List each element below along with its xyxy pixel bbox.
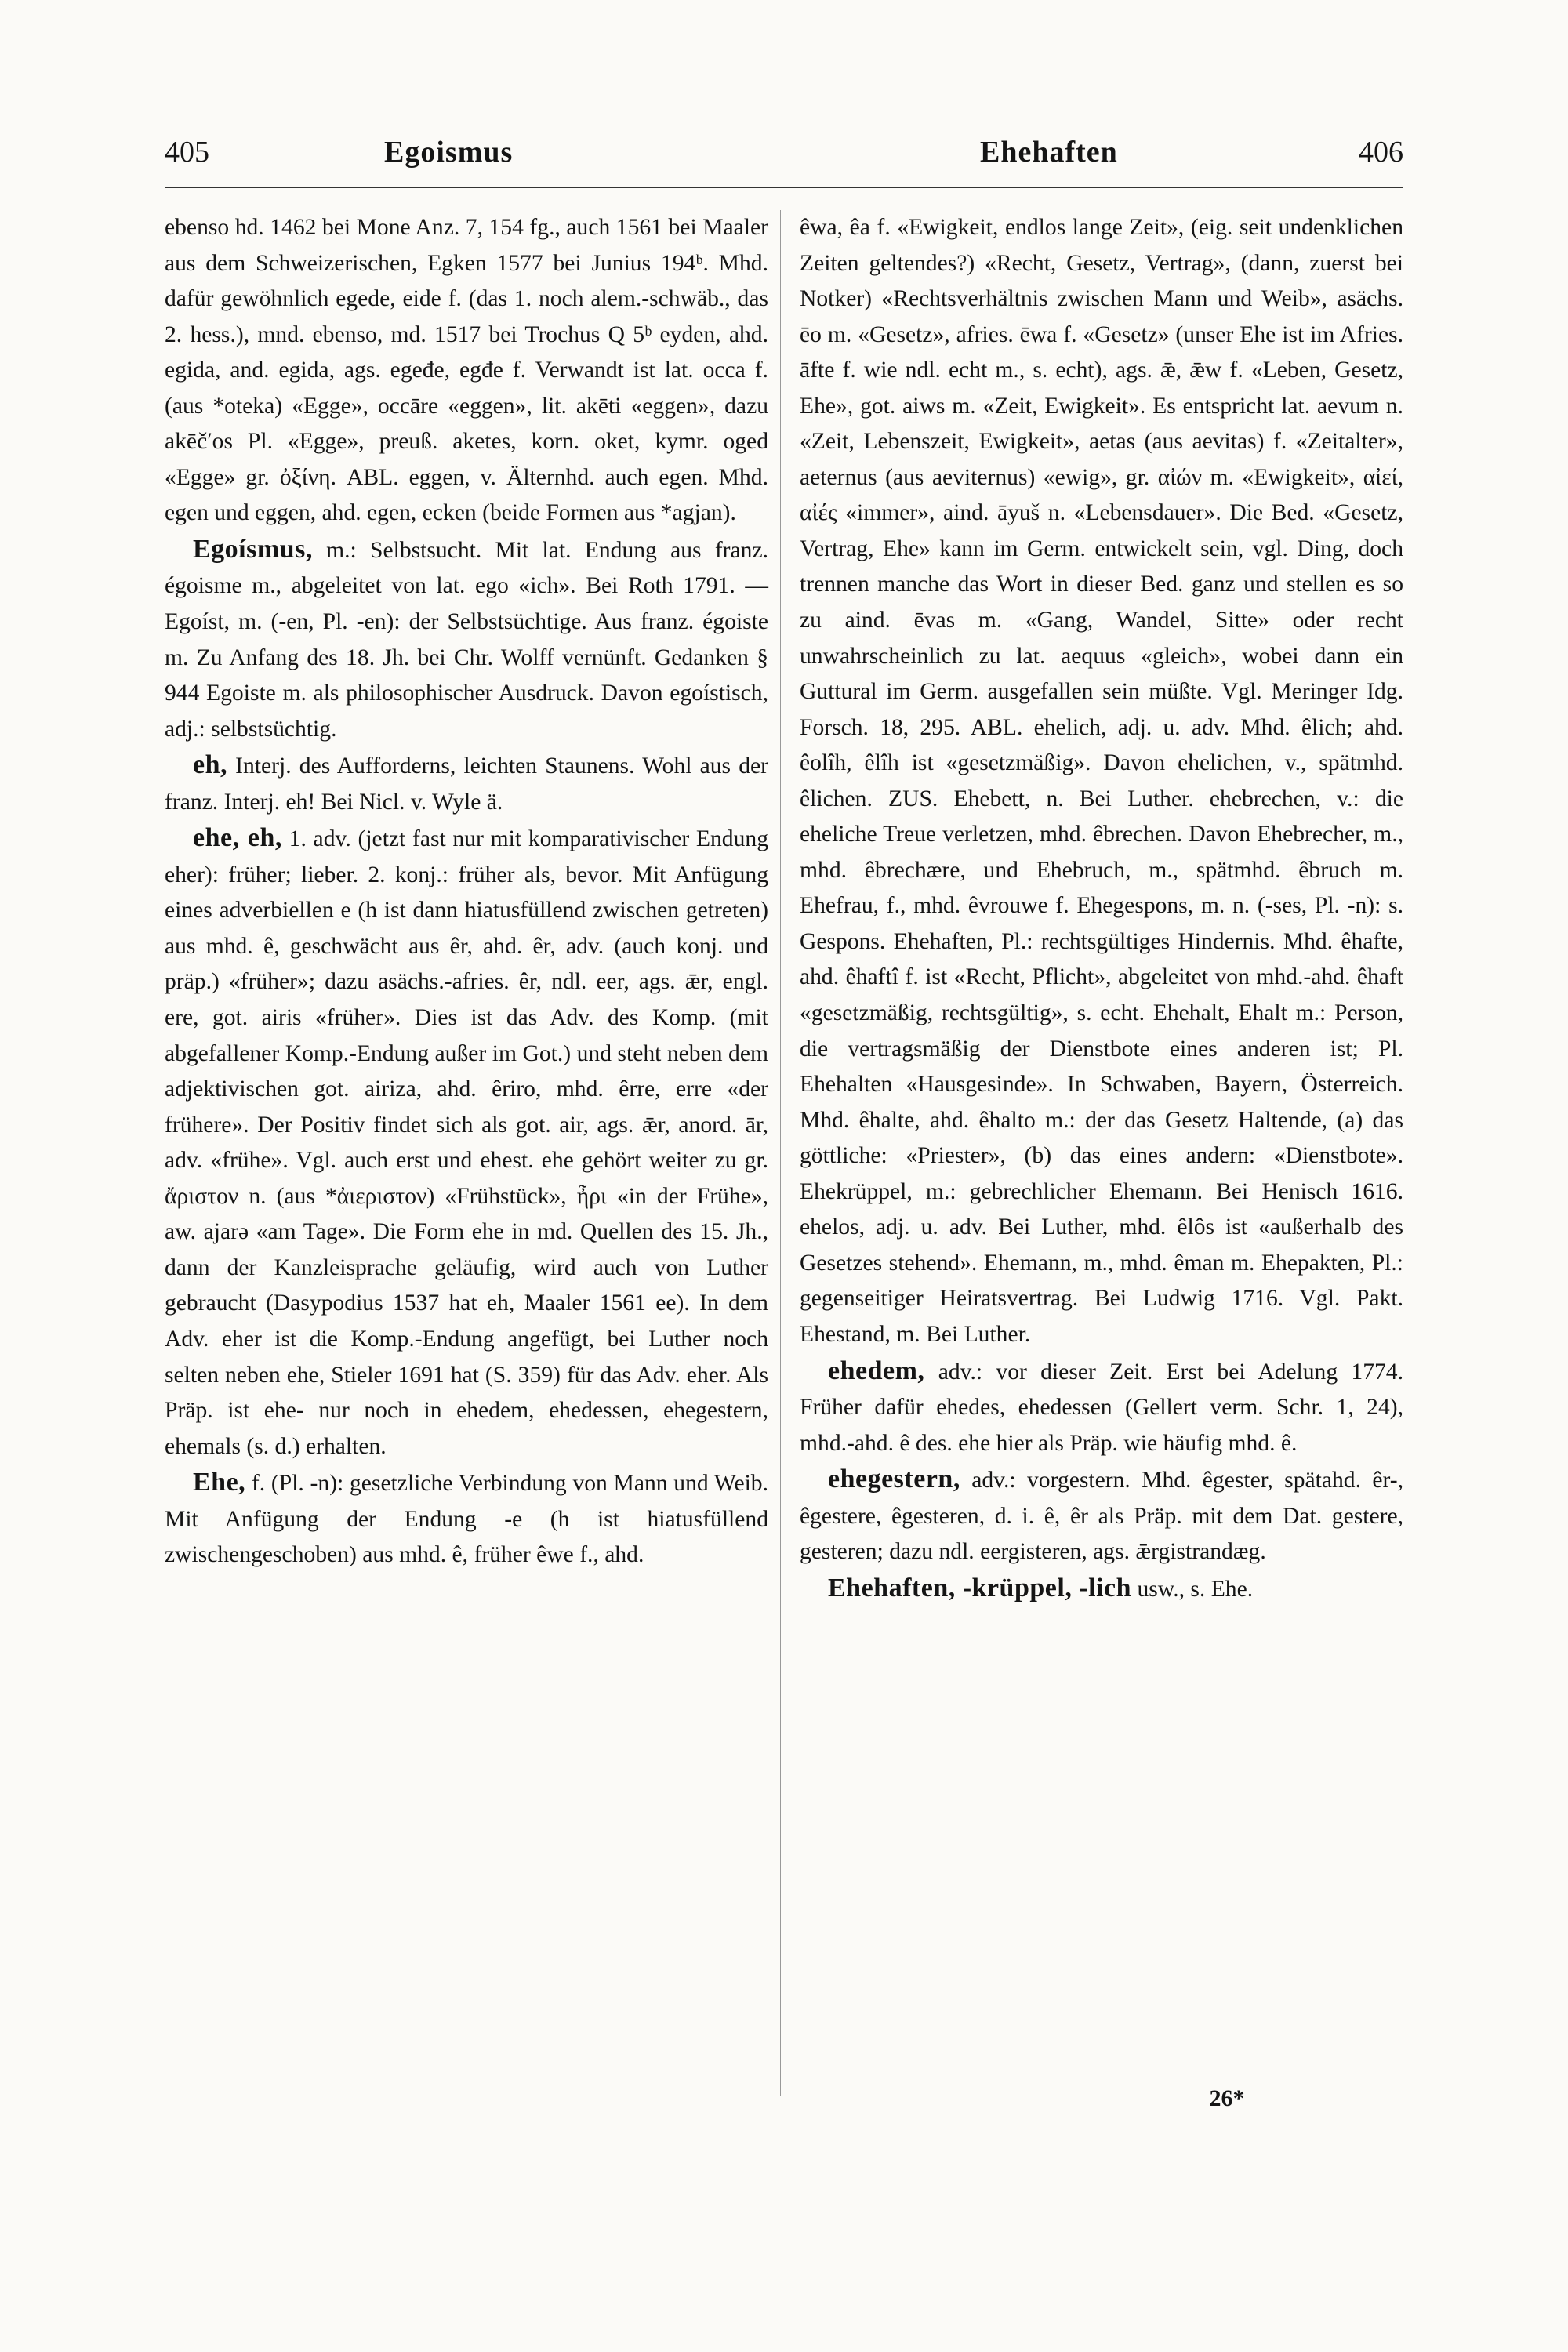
entry — [800, 1353, 1403, 1462]
entry — [800, 1570, 1403, 1608]
entry — [165, 747, 768, 820]
entry-text: f. (Pl. -n): gesetzliche Verbindung von Mann und Weib. Mit Anfügung der Endung -e (h ist hiatusfüllend zwischengeschoben) aus mhd. ê, früher êwe f., ahd. — [165, 1471, 769, 1568]
column-separator — [780, 210, 781, 2096]
entry-headword: eh, — [193, 750, 227, 780]
left-running-headword: Egoismus — [384, 136, 514, 169]
entry-text: adv.: vor dieser Zeit. Erst bei Adelung 1774. Früher dafür ehedes, ehedessen (Gellert verm. Schr. 1, 24), mhd.-ahd. ê des. ehe hier als Präp. wie häufig mhd. ê. — [800, 1359, 1404, 1456]
entry-headword: ehegestern, — [828, 1465, 960, 1494]
entry-text: adv.: vorgestern. Mhd. êgester, spätahd. êr-, êgestere, êgesteren, d. i. ê, êr als Präp. mit dem Dat. gestere, gesteren; dazu ndl. eergisteren, ags. ǣrgistrandæg. — [800, 1468, 1403, 1565]
entry-text: ebenso hd. 1462 bei Mone Anz. 7, 154 fg., auch 1561 bei Maaler aus dem Schweizerischen, Egken 1577 bei Junius 194ᵇ. Mhd. dafür gewöhnlich egede, eide f. (das 1. noch alem.-schwäb., das 2. hess.), mnd. ebenso, md. 1517 bei Trochus Q 5ᵇ eyden, ahd. egida, and. egida, ags. egeđe, egđe f. Verwandt ist lat. occa f. (aus *oteka) «Egge», occāre «eggen», lit. akēti «eggen», dazu akēčʹos Pl. «Egge», preuß. aketes, korn. oket, kymr. oged «Egge» gr. ὀξίνη. ABL. eggen, v. Älternhd. auch egen. Mhd. egen und eggen, ahd. egen, ecken (beide Formen aus *agjan). — [165, 215, 768, 526]
entry — [800, 1461, 1403, 1570]
left-column — [165, 210, 768, 1573]
entry-headword: ehedem, — [828, 1356, 925, 1385]
right-page-number: 406 — [1359, 136, 1403, 169]
entry — [165, 210, 768, 532]
entry-text: m.: Selbstsucht. Mit lat. Endung aus franz. égoisme m., abgeleitet von lat. ego «ich». Bei Roth 1791. — Egoíst, m. (-en, Pl. -en): der Selbstsüchtige. Aus franz. égoiste m. Zu Anfang des 18. Jh. bei Chr. Wolff vernünft. Gedanken § 944 Egoiste m. als philosophischer Ausdruck. Davon egoístisch, adj.: selbstsüchtig. — [165, 537, 769, 742]
signature-mark: 26* — [1209, 2085, 1245, 2111]
running-header — [165, 132, 1403, 188]
entry-text: 1. adv. (jetzt fast nur mit komparativischer Endung eher): früher; lieber. 2. konj.: früher als, bevor. Mit Anfügung eines adverbiellen e (h ist dann hiatusfüllend zwischen getreten) aus mhd. ê, geschwächt aus êr, ahd. êr, adv. (auch konj. und präp.) «früher»; dazu asächs.-afries. êr, ndl. eer, ags. ǣr, engl. ere, got. airis «früher». Dies ist das Adv. des Komp. (mit abgefallener Komp.-Endung außer im Got.) und steht neben dem adjektivischen got. airiza, ahd. êriro, mhd. êrre, erre «der frühere». Der Positiv findet sich als got. air, ags. ǣr, anord. ār, adv. «frühe». Vgl. auch erst und ehest. ehe gehört weiter zu gr. ἄριστον n. (aus *ἀιεριστον) «Frühstück», ἦρι «in der Frühe», aw. ajarə «am Tage». Die Form ehe in md. Quellen des 15. Jh., dann der Kanzleisprache geläufig, wird auch von Luther gebraucht (Dasypodius 1537 hat eh, Maaler 1561 ee). In dem Adv. eher ist die Komp.-Endung angefügt, bei Luther noch selten neben ehe, Stieler 1691 hat (S. 359) für das Adv. eher. Als Präp. ist ehe- nur noch in ehedem, ehedessen, ehegestern, ehemals (s. d.) erhalten. — [165, 826, 768, 1459]
right-column — [800, 210, 1403, 1607]
entry-headword: Ehehaften, -krüppel, -lich — [828, 1573, 1132, 1602]
left-page-number: 405 — [165, 136, 209, 169]
entry-headword: Egoísmus, — [193, 534, 313, 564]
entry-text: Interj. des Aufforderns, leichten Staunens. Wohl aus der franz. Interj. eh! Bei Nicl. v. Wyle ä. — [165, 753, 768, 815]
right-running-headword: Ehehaften — [980, 136, 1118, 169]
entry — [165, 820, 768, 1465]
entry-text: usw., s. Ehe. — [1137, 1576, 1254, 1602]
entry-headword: Ehe, — [193, 1468, 246, 1497]
entry-text: êwa, êa f. «Ewigkeit, endlos lange Zeit», (eig. seit undenklichen Zeiten geltendes?) «Recht, Gesetz, Vertrag», (dann, zuerst bei Notker) «Rechtsverhältnis zwischen Mann und Weib», asächs. ēo m. «Gesetz», afries. ēwa f. «Gesetz» (unser Ehe ist im Afries. āfte f. wie ndl. echt m., s. echt), ags. ǣ, ǣw f. «Leben, Gesetz, Ehe», got. aiws m. «Zeit, Ewigkeit». Es entspricht lat. aevum n. «Zeit, Lebenszeit, Ewigkeit», aetas (aus aevitas) f. «Zeitalter», aeternus (aus aeviternus) «ewig», gr. αἰών m. «Ewigkeit», αἰεί, αἰές «immer», aind. āyuš n. «Lebensdauer». Die Bed. «Gesetz, Vertrag, Ehe» kann im Germ. entwickelt sein, vgl. Ding, doch trennen manche das Wort in dieser Bed. ganz und stellen es so zu aind. ēvas m. «Gang, Wandel, Sitte» oder recht unwahrscheinlich zu lat. aequus «gleich», wobei dann ein Guttural im Germ. ausgefallen sein müßte. Vgl. Meringer Idg. Forsch. 18, 295. ABL. ehelich, adj. u. adv. Mhd. êlich; ahd. êolîh, êlîh ist «gesetzmäßig». Davon ehelichen, v., spätmhd. êlichen. ZUS. Ehebett, n. Bei Luther. ehebrechen, v.: die eheliche Treue verletzen, mhd. êbrechen. Davon Ehebrecher, m., mhd. êbrechære, und Ehebruch, m., spätmhd. êbruch m. Ehefrau, f., mhd. êvrouwe f. Ehegespons, m. n. (-ses, Pl. -n): s. Gespons. Ehehaften, Pl.: rechtsgültiges Hindernis. Mhd. êhafte, ahd. êhaftî f. ist «Recht, Pflicht», abgeleitet von mhd.-ahd. êhaft «gesetzmäßig, rechtsgültig», s. echt. Ehehalt, Ehalt m.: Person, die vertragsmäßig der Dienstbote eines anderen ist; Pl. Ehehalten «Hausgesinde». In Schwaben, Bayern, Österreich. Mhd. êhalte, ahd. êhalto m.: der das Gesetz Haltende, (a) das göttliche: «Priester», (b) das eines andern: «Dienstbote». Ehekrüppel, m.: gebrechlicher Ehemann. Bei Henisch 1616. ehelos, adj. u. adv. Bei Luther, mhd. êlôs ist «außerhalb des Gesetzes stehend». Ehemann, m., mhd. êman m. Ehepakten, Pl.: gegenseitiger Heiratsvertrag. Bei Ludwig 1716. Vgl. Pakt. Ehestand, m. Bei Luther. — [800, 215, 1403, 1347]
entry — [165, 532, 768, 747]
entry — [800, 210, 1403, 1353]
entry-headword: ehe, eh, — [193, 823, 282, 853]
entry — [165, 1465, 768, 1573]
